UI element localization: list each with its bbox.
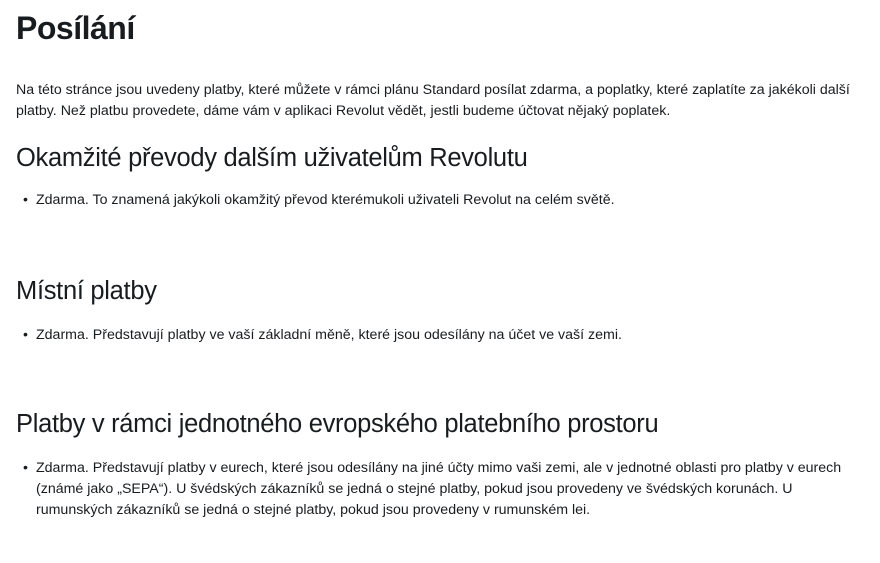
list-item xyxy=(23,458,866,521)
section-local-payments xyxy=(16,275,880,346)
list-item-text: Zdarma. Představují platby ve vaší základní měně, které jsou odesílány na účet ve vaší zemi. xyxy=(36,327,622,343)
section-sepa-payments xyxy=(16,408,880,521)
bullet-list xyxy=(16,325,880,346)
bullet-list xyxy=(16,190,880,211)
list-item xyxy=(23,190,866,211)
list-item-text: Zdarma. Představují platby v eurech, které jsou odesílány na jiné účty mimo vaši zemi, ale v jednotné oblasti pro platby v eurech (známé jako „SEPA“). U švédských zákazníků se jedná o stejné platby, pokud jsou provedeny ve švédských korunách. U rumunských zákazníků se jedná o stejné platby, pokud jsou provedeny v rumunském lei. xyxy=(36,460,842,518)
bullet-icon: • xyxy=(23,327,28,343)
list-item xyxy=(23,325,866,346)
bullet-list xyxy=(16,458,880,521)
section-heading: Platby v rámci jednotného evropského platebního prostoru xyxy=(16,410,659,438)
bullet-icon: • xyxy=(23,460,28,476)
intro-paragraph: Na této stránce jsou uvedeny platby, které můžete v rámci plánu Standard posílat zdarma, a poplatky, které zaplatíte za jakékoli další platby. Než platbu provedete, dáme vám v aplikaci Revolut vědět, jestli budeme účtovat nějaký poplatek. xyxy=(16,82,850,119)
page-title: Posílání xyxy=(16,10,135,46)
section-heading: Okamžité převody dalším uživatelům Revolutu xyxy=(16,144,528,172)
bullet-icon: • xyxy=(23,192,28,208)
section-instant-transfers xyxy=(16,142,880,211)
section-heading: Místní platby xyxy=(16,277,157,305)
list-item-text: Zdarma. To znamená jakýkoli okamžitý převod kterémukoli uživateli Revolut na celém světě. xyxy=(36,192,615,208)
